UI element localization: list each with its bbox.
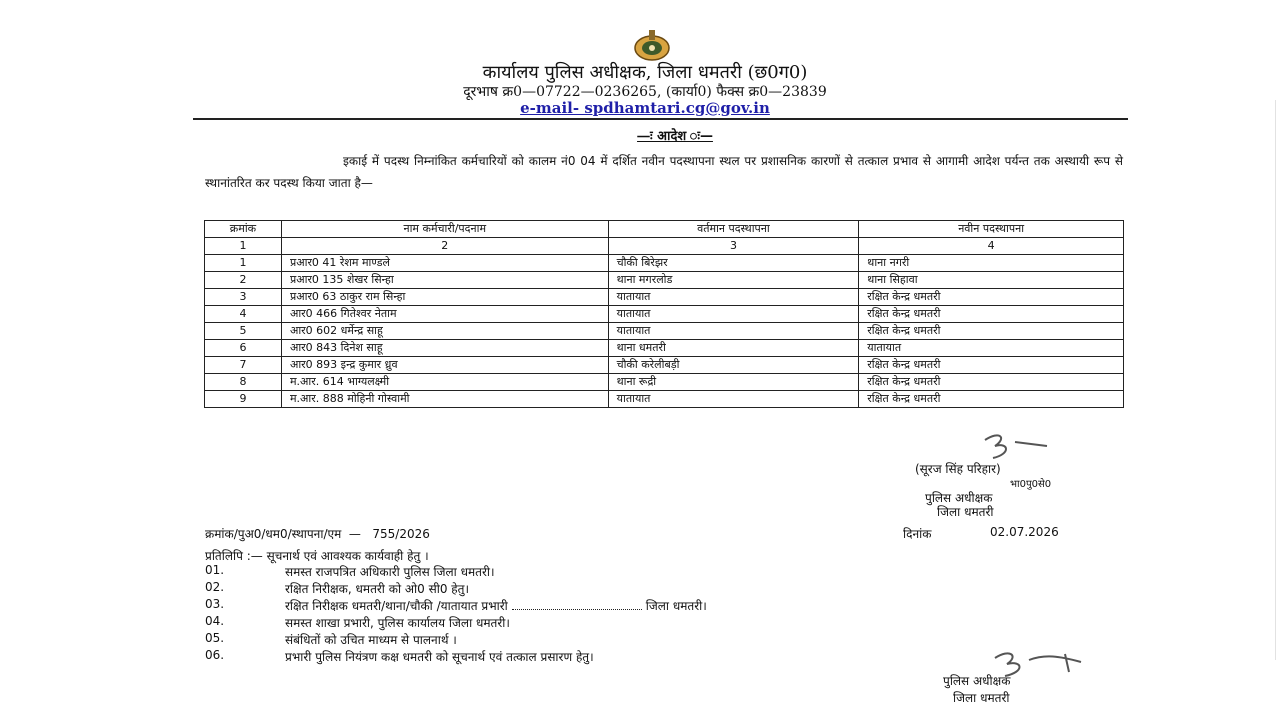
- copy-item-text: समस्त राजपत्रित अधिकारी पुलिस जिला धमतरी।: [285, 565, 495, 579]
- column-number: 1: [205, 238, 282, 255]
- reference-number: क्रमांक/पुअ0/धम0/स्थापना/एम — 755/2026: [205, 527, 430, 541]
- table-cell: प्रआर0 41 रेशम माण्डले: [281, 255, 608, 272]
- table-cell: 5: [205, 323, 282, 340]
- table-cell: यातायात: [608, 323, 859, 340]
- date-label: दिनांक: [903, 527, 932, 541]
- transfer-table: [204, 220, 1124, 408]
- table-cell: आर0 602 धर्मेन्द्र साहू: [281, 323, 608, 340]
- copy-item-number: 04.: [205, 614, 225, 628]
- copy-title: प्रतिलिपि :— सूचनार्थ एवं आवश्यक कार्यवाही हेतु ।: [205, 549, 429, 563]
- copy-item-text: रक्षित निरीक्षक धमतरी/थाना/चौकी /यातायात प्रभारी: [285, 599, 508, 613]
- column-number: 4: [859, 238, 1124, 255]
- copy-item-number: 01.: [205, 563, 225, 577]
- office-title: कार्यालय पुलिस अधीक्षक, जिला धमतरी (छ0ग0): [482, 62, 808, 83]
- table-cell: थाना रूद्री: [608, 374, 859, 391]
- table-cell: 3: [205, 289, 282, 306]
- table-cell: थाना धमतरी: [608, 340, 859, 357]
- intro-text: इकाई में पदस्थ निम्नांकित कर्मचारियों को कालम नं0 04 में दर्शित नवीन पदस्थापना स्थल पर प्रशासनिक कारणों से तत्काल प्रभाव से आगामी आदेश पर्यन्त तक अस्थायी रूप से स्थानांतरित कर पदस्थ किया जाता है—: [205, 154, 1123, 190]
- table-cell: चौकी करेलीबड़ी: [608, 357, 859, 374]
- table-cell: रक्षित केन्द्र धमतरी: [859, 357, 1124, 374]
- footer-district: जिला धमतरी: [953, 691, 1010, 705]
- page-edge: [1275, 100, 1276, 660]
- table-cell: प्रआर0 63 ठाकुर राम सिन्हा: [281, 289, 608, 306]
- table-row: [205, 255, 1124, 272]
- table-row: [205, 272, 1124, 289]
- signatory-service: भा0पु0से0: [1010, 479, 1052, 490]
- table-cell: रक्षित केन्द्र धमतरी: [859, 289, 1124, 306]
- table-cell: यातायात: [859, 340, 1124, 357]
- table-row: [205, 340, 1124, 357]
- table-row: [205, 306, 1124, 323]
- table-row: [205, 374, 1124, 391]
- table-cell: म.आर. 888 मोहिनी गोस्वामी: [281, 391, 608, 408]
- table-cell: यातायात: [608, 391, 859, 408]
- signatory-district: जिला धमतरी: [937, 505, 994, 519]
- table-cell: 4: [205, 306, 282, 323]
- table-row: [205, 357, 1124, 374]
- footer-designation: पुलिस अधीक्षक: [943, 674, 1011, 688]
- table-cell: 7: [205, 357, 282, 374]
- table-cell: चौकी बिरेझर: [608, 255, 859, 272]
- table-cell: रक्षित केन्द्र धमतरी: [859, 323, 1124, 340]
- copy-item-text: समस्त शाखा प्रभारी, पुलिस कार्यालय जिला धमतरी।: [285, 616, 510, 630]
- copy-item-line: [285, 597, 707, 614]
- table-cell: रक्षित केन्द्र धमतरी: [859, 391, 1124, 408]
- copy-item-number: 06.: [205, 648, 225, 662]
- police-emblem-icon: [633, 28, 671, 62]
- copy-item-text: संबंधितों को उचित माध्यम से पालनार्थ ।: [285, 633, 457, 647]
- blank-dotted-line: [512, 600, 642, 610]
- copy-item-text: प्रभारी पुलिस नियंत्रण कक्ष धमतरी को सूचनार्थ एवं तत्काल प्रसारण हेतु।: [285, 650, 594, 664]
- header-rule: [193, 118, 1128, 120]
- copy-item-number: 05.: [205, 631, 225, 645]
- table-cell: 2: [205, 272, 282, 289]
- table-cell: आर0 843 दिनेश साहू: [281, 340, 608, 357]
- order-title: —ः आदेश ः—: [637, 129, 713, 144]
- table-cell: 8: [205, 374, 282, 391]
- table-cell: 1: [205, 255, 282, 272]
- copy-item-suffix: जिला धमतरी।: [645, 599, 707, 613]
- table-cell: यातायात: [608, 306, 859, 323]
- copy-item-number: 03.: [205, 597, 225, 611]
- table-header: नाम कर्मचारी/पदनाम: [281, 221, 608, 238]
- table-row: [205, 289, 1124, 306]
- table-cell: रक्षित केन्द्र धमतरी: [859, 374, 1124, 391]
- copy-item-text: रक्षित निरीक्षक, धमतरी को ओ0 सी0 हेतु।: [285, 582, 470, 596]
- table-row: [205, 323, 1124, 340]
- copy-item-number: 02.: [205, 580, 225, 594]
- table-cell: 9: [205, 391, 282, 408]
- order-date: 02.07.2026: [990, 525, 1059, 539]
- phone-line: दूरभाष क्र0—07722—0236265, (कार्या0) फैक्स क्र0—23839: [463, 84, 827, 100]
- column-number: 3: [608, 238, 859, 255]
- email-link[interactable]: e-mail- spdhamtari.cg@gov.in: [520, 99, 770, 117]
- signatory-name: (सूरज सिंह परिहार): [915, 462, 1001, 476]
- table-cell: रक्षित केन्द्र धमतरी: [859, 306, 1124, 323]
- intro-paragraph: [205, 150, 1123, 194]
- table-cell: 6: [205, 340, 282, 357]
- table-cell: थाना मगरलोड: [608, 272, 859, 289]
- table-header: वर्तमान पदस्थापना: [608, 221, 859, 238]
- table-cell: प्रआर0 135 शेखर सिन्हा: [281, 272, 608, 289]
- table-cell: थाना नगरी: [859, 255, 1124, 272]
- table-cell: यातायात: [608, 289, 859, 306]
- table-header: क्रमांक: [205, 221, 282, 238]
- table-cell: म.आर. 614 भाग्यलक्ष्मी: [281, 374, 608, 391]
- table-header: नवीन पदस्थापना: [859, 221, 1124, 238]
- table-cell: आर0 893 इन्द्र कुमार ध्रुव: [281, 357, 608, 374]
- table-cell: थाना सिहावा: [859, 272, 1124, 289]
- signatory-designation: पुलिस अधीक्षक: [925, 491, 993, 505]
- table-row: [205, 391, 1124, 408]
- column-number: 2: [281, 238, 608, 255]
- table-cell: आर0 466 गितेश्वर नेताम: [281, 306, 608, 323]
